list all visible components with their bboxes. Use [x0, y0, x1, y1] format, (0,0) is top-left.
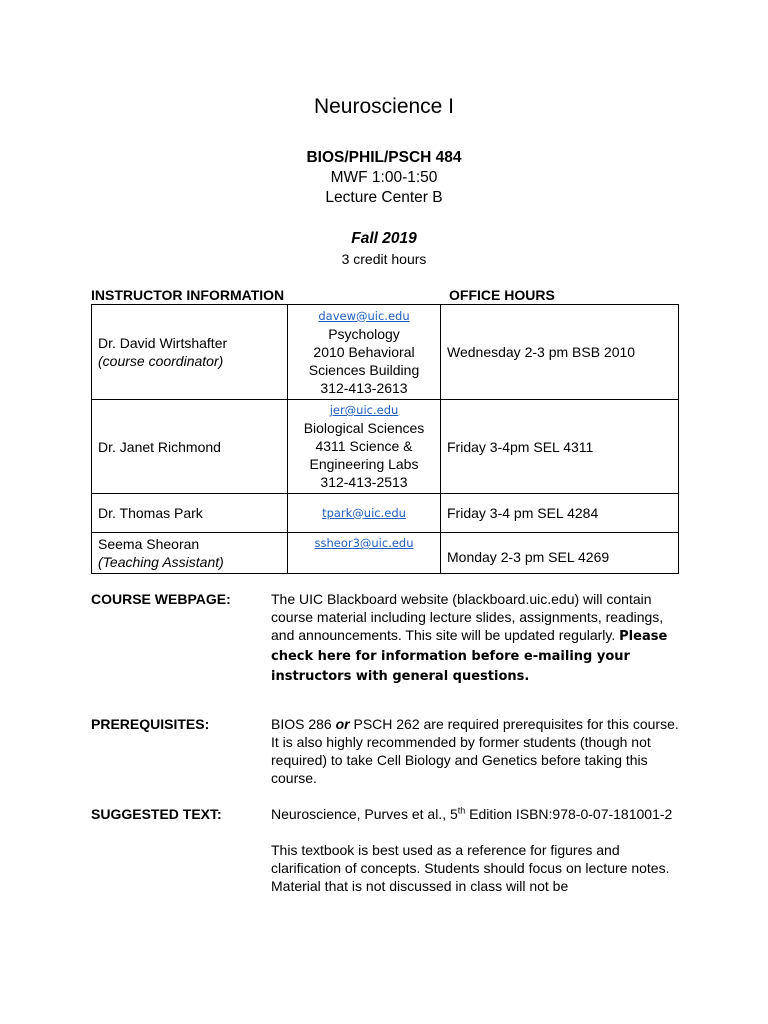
course-webpage-description: The UIC Blackboard website (blackboard.uic.edu) will contain course material including lecture slides, assignments, readings, and announcements. This site will be updated regularly. [271, 591, 664, 643]
instructor-role: (course coordinator) [98, 353, 224, 369]
course-credits: 3 credit hours [341, 251, 427, 267]
instructor-name-cell [92, 305, 288, 400]
course-term: Fall 2019 [351, 230, 417, 247]
prerequisites-label: PREREQUISITES: [91, 716, 210, 732]
course-schedule: MWF 1:00-1:50 [330, 169, 438, 186]
term-info [0, 229, 768, 269]
instructor-contact-cell [288, 400, 441, 494]
citation-superscript: th [457, 805, 466, 816]
instructor-contact-cell [288, 533, 441, 574]
page-title: Neuroscience I [313, 95, 455, 118]
instructor-contact-cell [288, 494, 441, 533]
instructor-email-link[interactable]: ssheor3@uic.edu [314, 536, 414, 550]
instructor-name: Dr. Thomas Park [98, 505, 203, 521]
office-hours-cell: Wednesday 2-3 pm BSB 2010 [441, 305, 679, 400]
table-row [92, 305, 679, 400]
heading-office-hours: OFFICE HOURS [449, 287, 555, 303]
table-row [92, 400, 679, 494]
instructor-phone: 312-413-2513 [320, 474, 408, 490]
prerequisites-or: or [335, 716, 350, 732]
office-hours-cell: Friday 3-4pm SEL 4311 [441, 400, 679, 494]
prerequisites-text-before: BIOS 286 [271, 716, 336, 732]
course-location: Lecture Center B [325, 189, 443, 206]
instructor-name: Dr. Janet Richmond [98, 438, 221, 455]
instructor-dept-line: Engineering Labs [309, 456, 419, 472]
instructor-name: Dr. David Wirtshafter [98, 335, 228, 351]
instructor-contact-cell [288, 305, 441, 400]
instructor-dept-line: Biological Sciences [303, 420, 425, 436]
instructor-email-link[interactable]: tpark@uic.edu [322, 505, 406, 520]
instructor-table [91, 304, 679, 574]
instructor-name-cell [92, 494, 288, 533]
instructor-dept-line: 4311 Science & [315, 438, 413, 454]
instructor-dept-line: 2010 Behavioral [313, 343, 415, 360]
table-row [92, 533, 679, 574]
office-hours-cell: Friday 3-4 pm SEL 4284 [441, 494, 679, 533]
suggested-text-label: SUGGESTED TEXT: [91, 806, 222, 822]
office-hours-cell: Monday 2-3 pm SEL 4269 [441, 533, 679, 574]
instructor-email-link[interactable]: davew@uic.edu [318, 308, 410, 323]
course-webpage-label: COURSE WEBPAGE: [91, 591, 231, 607]
suggested-text-citation [271, 805, 681, 823]
prerequisites-text-after: PSCH 262 are required prerequisites for this course. It is also highly recommended by former students (though not required) to take Cell Biology and Genetics before taking this course. [271, 716, 679, 786]
instructor-role: (Teaching Assistant) [98, 554, 224, 570]
heading-instructor-information: INSTRUCTOR INFORMATION [91, 287, 285, 303]
instructor-name-cell [92, 533, 288, 574]
table-row [92, 494, 679, 533]
instructor-email-link[interactable]: jer@uic.edu [329, 403, 399, 417]
instructor-dept-line: Psychology [328, 325, 400, 342]
suggested-text-body [271, 805, 681, 895]
instructor-phone: 312-413-2613 [320, 379, 408, 396]
citation-text-after: Edition ISBN:978-0-07-181001-2 [465, 806, 673, 822]
course-webpage-text [271, 590, 681, 686]
course-code: BIOS/PHIL/PSCH 484 [306, 149, 462, 166]
instructor-name: Seema Sheoran [98, 536, 200, 552]
citation-text-before: Neuroscience, Purves et al., 5 [271, 806, 458, 822]
instructor-name-cell [92, 400, 288, 494]
course-info [0, 148, 768, 208]
course-webpage-emphasis: Please check here for information before e-mailing your instructors with general questions. [271, 629, 668, 684]
prerequisites-text [271, 715, 681, 787]
suggested-text-note: This textbook is best used as a reference for figures and clarification of concepts. Students should focus on lecture notes. Material that is not discussed in class will not be [271, 842, 670, 894]
instructor-dept-line: Sciences Building [308, 361, 420, 378]
